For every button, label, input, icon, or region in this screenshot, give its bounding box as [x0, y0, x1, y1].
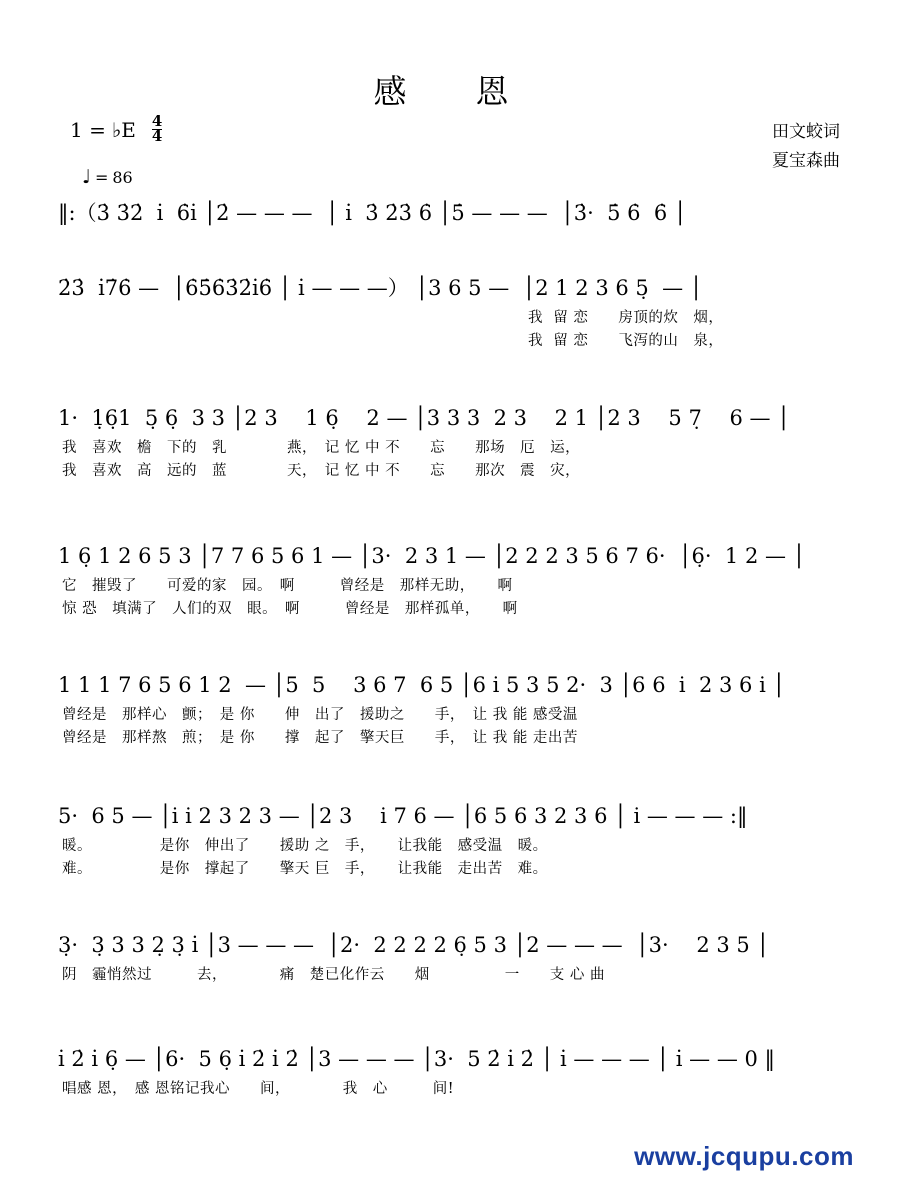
- lyrics-block: [58, 307, 848, 352]
- tempo-equals: =: [94, 168, 109, 187]
- lyric-verse-1: 我 留 恋 房顶的炊 烟，: [528, 310, 724, 327]
- music-system-8: [58, 1046, 848, 1101]
- time-signature: [151, 112, 163, 145]
- lyric-verse-1: 曾经是 那样心 颤； 是 你 伸 出了 援助之 手， 让 我 能 感受温: [62, 707, 578, 724]
- credit-composer: 夏宝森曲: [772, 150, 840, 171]
- music-system-7: [58, 932, 848, 987]
- time-signature-numerator: 4: [151, 112, 163, 130]
- lyric-verse-2: 难。 是你 撑起了 擎天 巨 手， 让我能 走出苦 难。: [62, 860, 548, 877]
- site-watermark: www.jcqupu.com: [634, 1141, 854, 1171]
- music-system-1: [58, 200, 848, 226]
- notation-line: 1 1 1 7 6 5 6 1 2 — │5 5 3 6 7 6 5 │6 i 5 3 5 2· 3 │6 6 i 2 3 6 i │: [58, 673, 786, 697]
- credits: [772, 118, 840, 176]
- lyrics-block: [58, 575, 848, 620]
- key-value: ♭E: [111, 118, 136, 143]
- music-system-5: [58, 672, 848, 749]
- lyric-verse-2: 曾经是 那样熬 煎； 是 你 撑 起了 擎天巨 手， 让 我 能 走出苦: [62, 729, 578, 746]
- time-signature-denominator: 4: [151, 126, 163, 145]
- key-signature: [70, 112, 163, 145]
- lyrics-block: [58, 704, 848, 749]
- tempo-marking: [82, 168, 133, 187]
- lyric-verse-1: 它 摧毁了 可爱的家 园。 啊 曾经是 那样无助， 啊: [62, 578, 513, 595]
- lyric-verse-1: 唱感 恩， 感 恩铭记我心 间， 我 心 间!: [62, 1081, 455, 1098]
- lyric-verse-1: 暖。 是你 伸出了 援助 之 手， 让我能 感受温 暖。: [62, 838, 548, 855]
- lyrics-block: [58, 835, 848, 880]
- notation-line: 1· 1̣6̣1 5̣ 6̣ 3 3 │2 3 1 6̣ 2 — │3 3 3 2 3 2 1 │2 3 5 7̣ 6 — │: [58, 406, 790, 430]
- credit-lyricist: 田文蛟词: [772, 122, 840, 142]
- tempo-value: 86: [112, 168, 133, 187]
- page-title: 感 恩: [373, 72, 527, 111]
- lyric-verse-1: 阴 霾悄然过 去， 痛 楚已化作云 烟 一 支 心 曲: [62, 967, 605, 984]
- quarter-note-icon: ♩: [82, 166, 91, 188]
- notation-line: 3̣· 3̣ 3 3 2̣ 3̣ i̇ │3 — — — │2· 2 2 2 2 6̣ 5 3 │2 — — — │3· 2 3 5 │: [58, 933, 770, 957]
- music-system-2: [58, 275, 848, 352]
- lyrics-block: [58, 1078, 848, 1100]
- lyrics-block: [58, 964, 848, 986]
- music-system-3: [58, 405, 848, 482]
- lyric-verse-2: 惊 恐 填满了 人们的双 眼。 啊 曾经是 那样孤单， 啊: [62, 600, 518, 617]
- notation-line: ‖:（3̇ 3̇2̇ i̇ 6̇i̇ │2̇ — — — │ i̇ 3̇ 2̇3̇ 6̇ │5̇ — — — │3̇· 5̇ 6̇ 6̇ │: [58, 201, 687, 225]
- key-label: 1 =: [70, 118, 106, 143]
- lyric-verse-2: 我 喜欢 高 远的 蓝 天， 记 忆 中 不 忘 那次 震 灾，: [62, 462, 581, 479]
- notation-line: 2̇3̇ i̇7̇6̇ — │6̇5̇6̇3̇2̇i̇6̇ │ i̇ — — —） │3 6 5 — │2 1 2 3 6 5̣ — │: [58, 276, 703, 300]
- lyric-verse-2: 我 留 恋 飞泻的山 泉，: [528, 332, 724, 349]
- notation-line: 5· 6 5 — │i i 2 3 2 3 — │2 3 i 7 6 — │6 5 6 3 2 3 6 │ i — — — :‖: [58, 804, 748, 828]
- lyrics-block: [58, 437, 848, 482]
- lyric-verse-1: 我 喜欢 檐 下的 乳 燕， 记 忆 中 不 忘 那场 厄 运，: [62, 440, 581, 457]
- notation-line: 1 6̣ 1 2 6 5 3 │7 7 6 5 6 1 — │3· 2 3 1 — │2 2 2 3 5 6 7 6· │6̣· 1 2 — │: [58, 544, 806, 568]
- notation-line: i̇ 2̇ i̇ 6̣ — │6· 5 6̣ i̇ 2̇ i̇ 2̇ │3 — — — │3· 5 2̇ i̇ 2̇ │ i̇ — — — │ i̇ — — 0 ‖: [58, 1047, 776, 1071]
- music-system-6: [58, 803, 848, 880]
- music-system-4: [58, 543, 848, 620]
